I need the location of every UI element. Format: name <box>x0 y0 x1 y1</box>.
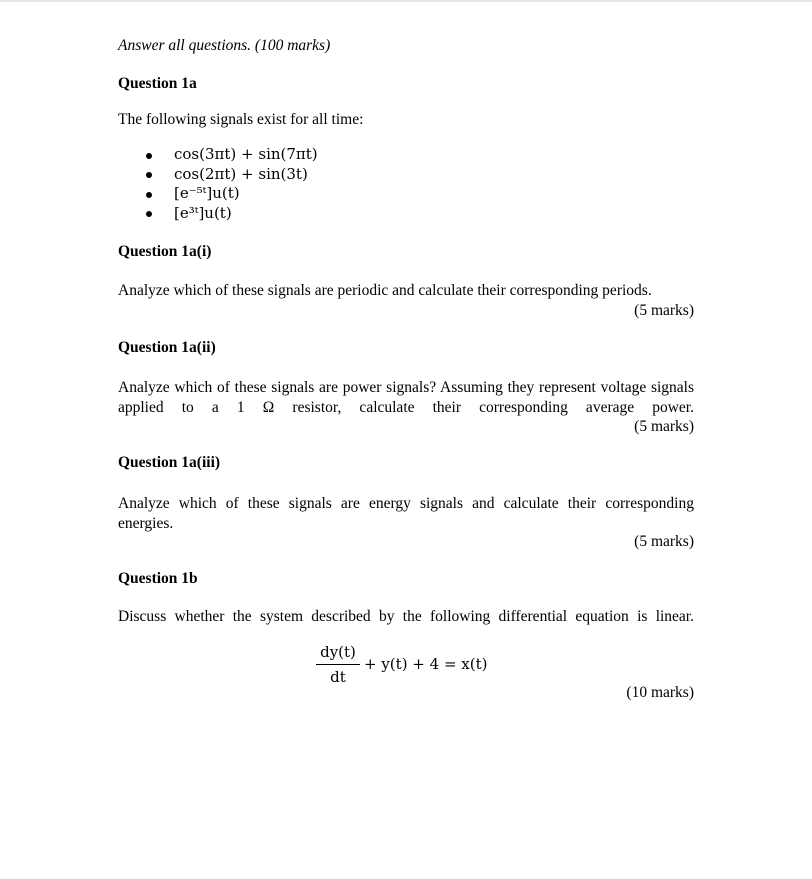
question-1aii-heading: Question 1a(ii) <box>118 339 216 356</box>
signal-item <box>143 165 318 185</box>
signal-item <box>143 184 318 204</box>
fraction-bar <box>316 664 360 665</box>
bullet-icon <box>146 172 152 178</box>
instructions-text: Answer all questions. (100 marks) <box>118 37 331 54</box>
signal-expression: [e³ᵗ]u(t) <box>174 203 232 222</box>
question-1aiii-heading: Question 1a(iii) <box>118 454 221 471</box>
question-1b-heading: Question 1b <box>118 570 198 587</box>
equation-rhs: + y(t) + 4 = x(t) <box>364 655 488 673</box>
question-1aii-marks: (5 marks) <box>634 418 694 435</box>
bullet-icon <box>146 153 152 159</box>
question-1b-marks: (10 marks) <box>626 684 694 701</box>
bullet-icon <box>146 192 152 198</box>
bullet-icon <box>146 211 152 217</box>
signal-expression: cos(2πt) + sin(3t) <box>174 164 308 183</box>
question-1aiii-marks: (5 marks) <box>634 533 694 550</box>
signal-item <box>143 145 318 165</box>
equation-fraction <box>316 642 360 688</box>
question-1ai-marks: (5 marks) <box>634 302 694 319</box>
question-1a-heading: Question 1a <box>118 75 197 92</box>
signal-list <box>143 145 318 223</box>
fraction-denominator: dt <box>330 668 346 687</box>
signal-expression: cos(3πt) + sin(7πt) <box>174 145 318 163</box>
page-top-border <box>0 0 812 2</box>
question-1aii-text: Analyze which of these signals are power signals? Assuming they represent voltage signals applied to a 1 Ω resistor, calculate their corresponding average power. <box>118 379 694 416</box>
signal-item <box>143 204 318 224</box>
question-1aiii-text: Analyze which of these signals are energy signals and calculate their corresponding energies. <box>118 495 694 532</box>
question-1ai-heading: Question 1a(i) <box>118 243 212 260</box>
question-1a-text: The following signals exist for all time: <box>118 111 364 128</box>
signal-expression: [e⁻⁵ᵗ]u(t) <box>174 184 240 202</box>
question-1b-text: Discuss whether the system described by the following differential equation is linear. <box>118 608 694 625</box>
question-1ai-text: Analyze which of these signals are periodic and calculate their corresponding periods. <box>118 282 652 299</box>
fraction-numerator: dy(t) <box>320 643 356 661</box>
